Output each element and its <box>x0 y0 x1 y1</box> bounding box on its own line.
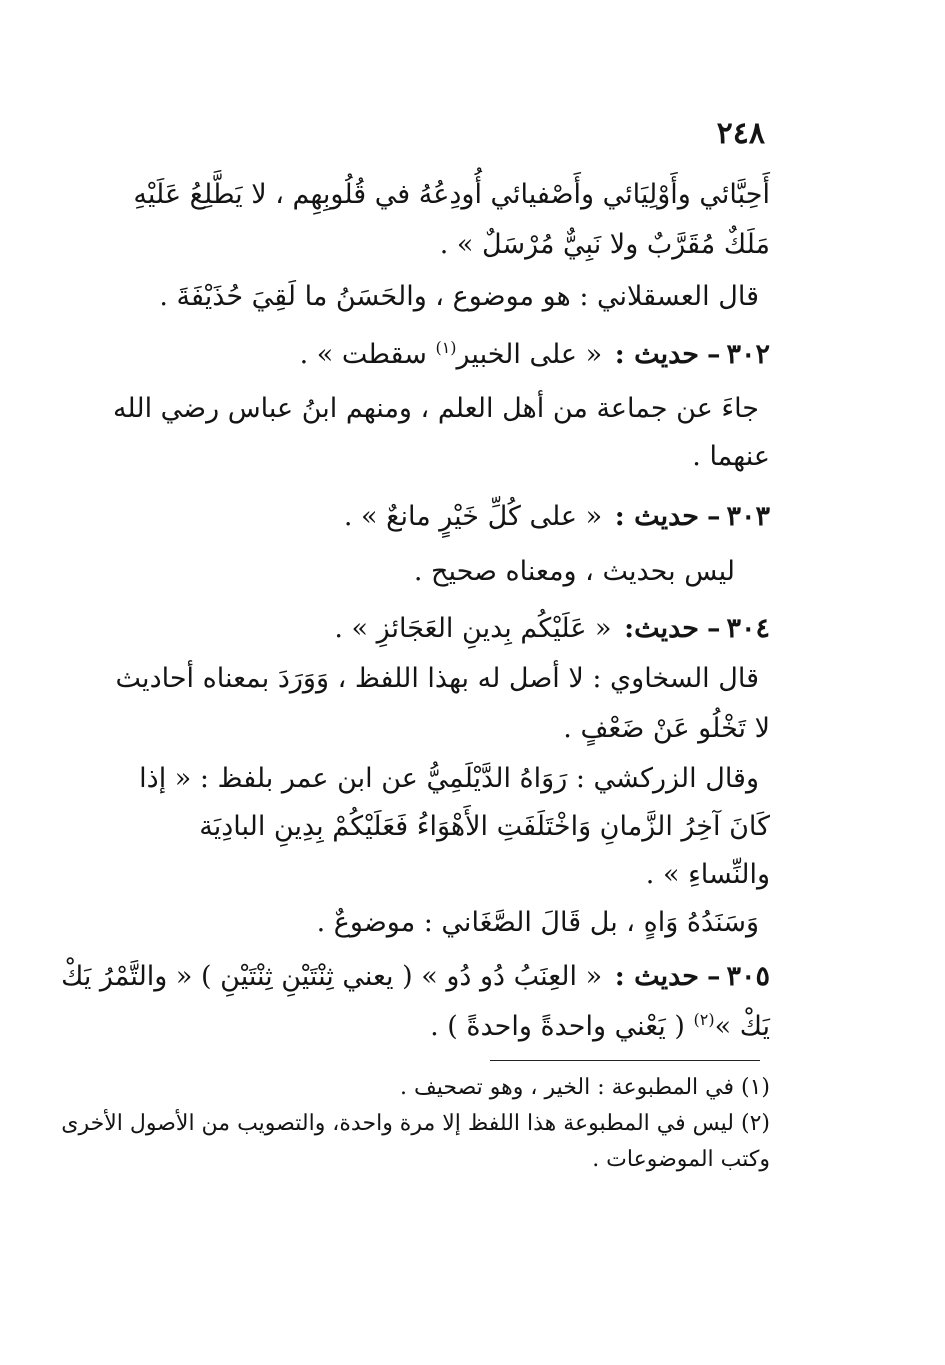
entry-303-heading <box>344 500 770 534</box>
intro-line-3: قال العسقلاني : هو موضوع ، والحَسَنُ ما لَقِيَ حُذَيْفَةَ . <box>159 281 759 312</box>
entry-303-comment-1: ليس بحديث ، ومعناه صحيح . <box>413 556 735 587</box>
entry-keyword: حديث : <box>614 339 699 370</box>
entry-305-line-2 <box>430 1010 770 1044</box>
entry-keyword: حديث : <box>614 501 699 532</box>
entry-305-heading <box>61 960 770 994</box>
entry-dash: – <box>706 339 721 370</box>
entry-304-comment-1: قال السخاوي : لا أصل له بهذا اللفظ ، وَوَرَدَ بمعناه أحاديث <box>115 663 759 694</box>
hadith-text: ( يَعْني واحدةً واحدةً ) . <box>430 1011 685 1042</box>
footnote-2-continuation: وكتب الموضوعات . <box>592 1147 770 1172</box>
entry-number: ٣٠٣ <box>726 501 770 532</box>
hadith-text: يَكْ » <box>714 1011 770 1042</box>
footnote-reference: (٢) <box>693 1010 715 1029</box>
footnote-reference: (١) <box>435 338 457 357</box>
page-number: ٢٤٨ <box>716 116 765 151</box>
hadith-text: سقطت » . <box>299 339 427 370</box>
entry-number: ٣٠٤ <box>726 613 770 644</box>
entry-304-comment-6: وَسَنَدُهُ وَاهٍ ، بل قَالَ الصَّغَاني : موضوعٌ . <box>316 907 759 938</box>
hadith-text: « عَلَيْكُم بِدينِ العَجَائزِ » . <box>334 613 612 644</box>
footnote-divider <box>490 1060 760 1061</box>
hadith-text: « على كُلِّ خَيْرٍ مانعٌ » . <box>343 501 603 532</box>
entry-304-comment-3: وقال الزركشي : رَوَاهُ الدَّيْلَمِيُّ عن ابن عمر بلفظ : « إذا <box>139 763 759 794</box>
entry-304-comment-4: كَانَ آخِرُ الزَّمانِ وَاخْتَلَفَتِ الأَهْوَاءُ فَعَلَيْكُمْ بِدِينِ البادِيَة <box>199 811 770 842</box>
hadith-text: « العِنَبُ دُو دُو » ( يعني ثِنْتَيْنِ ثِنْتَيْنِ ) « والتَّمْرُ يَكْ <box>61 961 603 992</box>
entry-keyword: حديث : <box>614 961 699 992</box>
intro-line-1: أَحِبَّائي وأَوْلِيَائي وأَصْفيائي أُودِعُهُ في قُلُوبِهِم ، لا يَطَّلِعُ عَلَيْهِ <box>133 179 770 210</box>
entry-number: ٣٠٥ <box>726 961 770 992</box>
entry-dash: – <box>706 501 721 532</box>
entry-keyword: حديث: <box>624 613 699 644</box>
entry-number: ٣٠٢ <box>726 339 770 370</box>
entry-304-heading <box>334 612 770 646</box>
entry-302-comment-2: عنهما . <box>692 441 770 472</box>
entry-304-comment-5: والنِّساءِ » . <box>645 859 770 890</box>
entry-dash: – <box>706 613 721 644</box>
entry-304-comment-2: لا تَخْلُو عَنْ ضَعْفٍ . <box>563 713 770 744</box>
entry-302-comment-1: جاءَ عن جماعة من أهل العلم ، ومنهم ابنُ عباس رضي الله <box>112 393 759 424</box>
entry-302-heading <box>300 338 770 372</box>
footnote-2: (٢) ليس في المطبوعة هذا اللفظ إلا مرة واحدة، والتصويب من الأصول الأخرى <box>61 1111 770 1136</box>
footnote-1: (١) في المطبوعة : الخير ، وهو تصحيف . <box>399 1075 770 1100</box>
intro-line-2: مَلَكٌ مُقَرَّبٌ ولا نَبِيٌّ مُرْسَلٌ » . <box>439 229 770 260</box>
hadith-text: « على الخبير <box>456 339 603 370</box>
entry-dash: – <box>706 961 721 992</box>
